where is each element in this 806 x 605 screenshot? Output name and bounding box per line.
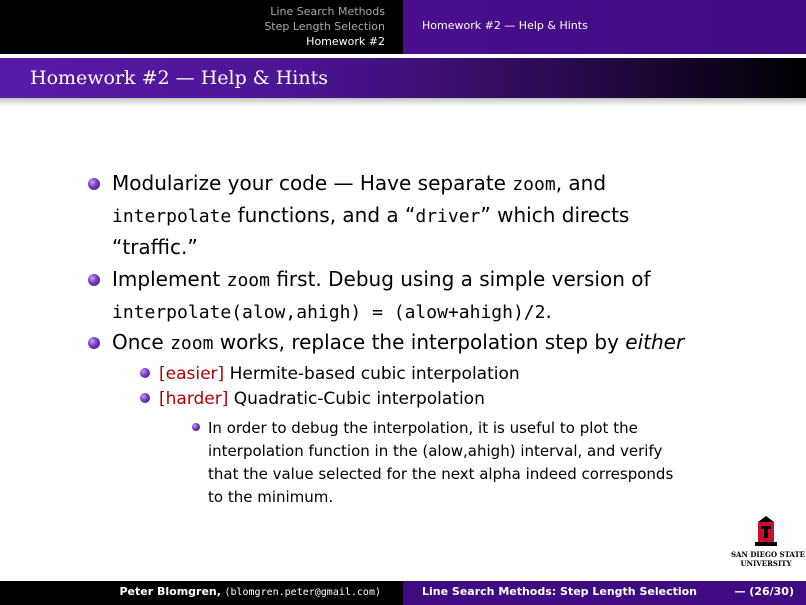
item-text: . [545,299,552,323]
tag-easier: [easier] [159,364,225,384]
sub-item-easier [159,362,719,387]
emphasis-either: either [625,330,685,354]
sdsu-shield-icon [755,516,777,548]
item-text: Hermite-based cubic interpolation [224,364,520,384]
item-text: interpolation function in the (alow,ahigh) interval, and verify [208,442,663,460]
item-text: functions, and a “ [231,203,416,227]
footer-bar [0,581,806,605]
university-logo [731,516,805,576]
item-text: works, replace the interpolation step by [213,330,626,354]
footer-right [403,581,806,605]
list-item-modularize [112,168,732,262]
sub-item-harder [159,387,719,412]
bullet-icon [140,393,150,403]
tag-harder: [harder] [159,389,229,409]
item-text: In order to debug the interpolation, it is useful to plot the [208,419,638,437]
top-navigation-bar [0,0,806,54]
nav-section-step-length-selection[interactable]: Step Length Selection [264,20,385,33]
bullet-icon [192,423,200,431]
code-interpolate-call: interpolate(alow,ahigh) = (alow+ahigh)/2 [112,302,546,323]
page-title: Homework #2 — Help & Hints [30,67,329,89]
code-zoom: zoom [170,333,214,354]
code-driver: driver [415,206,481,227]
item-text: Modularize your code — Have separate [112,171,513,195]
list-item-replace-interpolation [112,327,732,359]
footer-left [0,581,403,605]
frame-title-bar [0,58,806,98]
code-interpolate: interpolate [112,206,232,227]
nav-section-homework-2[interactable]: Homework #2 [306,35,385,48]
author-name: Peter Blomgren, [119,585,221,598]
nav-section-line-search-methods[interactable]: Line Search Methods [270,5,385,18]
section-navigation [0,0,403,54]
footer-author [120,585,382,598]
logo-text: UNIVERSITY [740,559,792,568]
bullet-icon [88,274,100,286]
item-text: first. Debug using a simple version of [269,267,651,291]
bullet-icon [88,337,100,349]
item-text: ” which directs [480,203,630,227]
nav-subsection-help-hints[interactable]: Homework #2 — Help & Hints [422,19,588,32]
item-text: to the minimum. [208,488,334,506]
bullet-icon [140,368,150,378]
item-text: that the value selected for the next alpha indeed corresponds [208,465,674,483]
page-number: — (26/30) [734,585,794,598]
talk-title: Line Search Methods: Step Length Selection [422,585,698,598]
title-shadow [0,98,806,106]
subsection-navigation [403,0,806,54]
item-text: “traffic.” [112,235,198,259]
logo-text: SAN DIEGO STATE [731,550,805,559]
list-item-implement-zoom [112,264,732,328]
code-zoom: zoom [512,174,556,195]
item-text: , and [555,171,607,195]
sub-sub-item-debug-tip [208,417,748,509]
item-text: Implement [112,267,227,291]
item-text: Once [112,330,171,354]
code-zoom: zoom [226,270,270,291]
item-text: Quadratic-Cubic interpolation [228,389,485,409]
author-email: ⟨blomgren.peter@gmail.com⟩ [224,587,381,598]
bullet-icon [88,178,100,190]
